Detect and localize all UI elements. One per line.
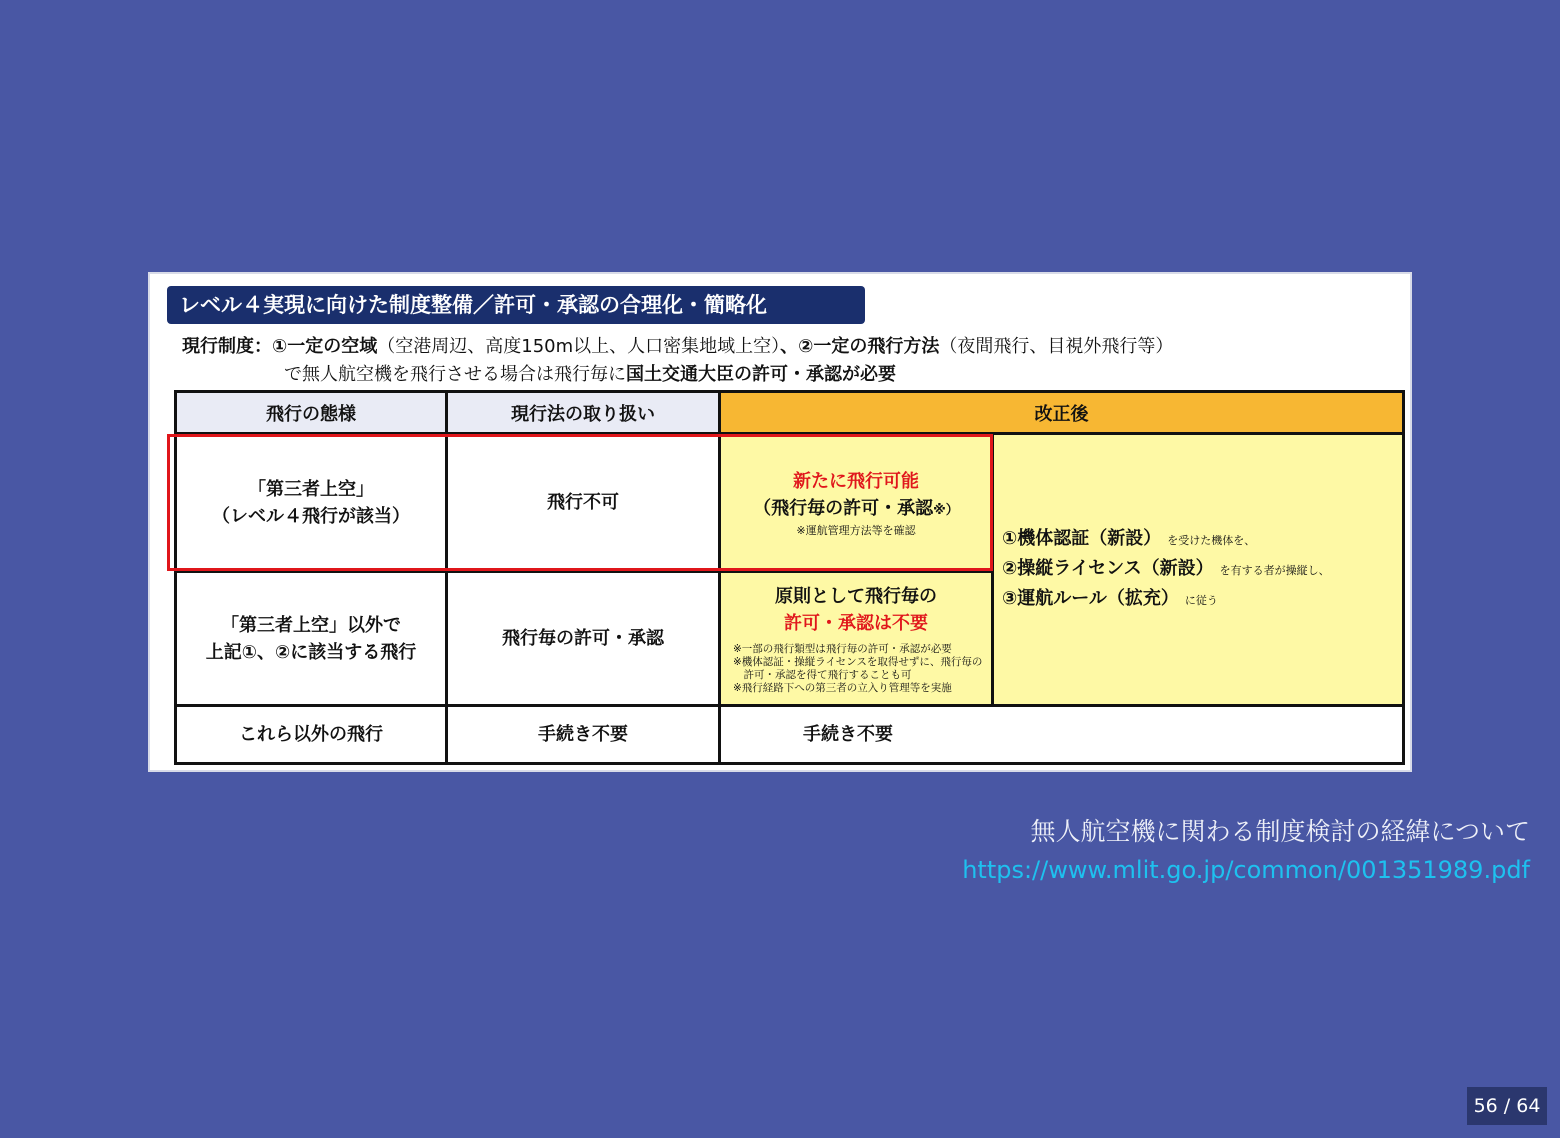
header-after-revision: 改正後: [720, 392, 1404, 434]
intro-cond2: ②一定の飛行方法: [798, 336, 940, 357]
post-condition-item: [1002, 555, 1402, 585]
page-counter: 56 / 64: [1467, 1087, 1547, 1125]
row3-current: 手続き不要: [447, 706, 720, 764]
row3-post: 手続き不要: [720, 706, 1404, 764]
post-condition-item: [1002, 525, 1402, 555]
row1-post-mark: ※）: [933, 502, 959, 518]
row2-post-line1: 原則として飛行毎の: [775, 585, 937, 607]
table-row: [176, 706, 1404, 764]
row2-mode-line1: 「第三者上空」以外で: [221, 614, 401, 636]
note-item: ※一部の飛行類型は飛行毎の許可・承認が必要: [733, 642, 952, 655]
post-condition-bold: ②操縦ライセンス（新設）: [1002, 557, 1214, 579]
header-current-law: 現行法の取り扱い: [447, 392, 720, 434]
post-condition-bold: ③運航ルール（拡充）: [1002, 587, 1179, 609]
intro-line-1: [182, 332, 1173, 358]
table-header-row: [176, 392, 1404, 434]
regulation-figure: [148, 272, 1412, 772]
intro-line2-prefix: で無人航空機を飛行させる場合は飛行毎に: [284, 364, 626, 385]
note-item: ※飛行経路下への第三者の立入り管理等を実施: [733, 681, 952, 694]
header-flight-mode: 飛行の態様: [176, 392, 447, 434]
row2-post-red: 許可・承認は不要: [784, 612, 928, 634]
note-item: ※機体認証・操縦ライセンスを取得せずに、飛行毎の: [733, 655, 983, 668]
intro-label: 現行制度：: [182, 336, 272, 357]
table-row: [176, 434, 1404, 572]
row2-notes: [721, 643, 991, 695]
row1-post: [720, 434, 993, 572]
post-condition-tail: に従う: [1184, 593, 1218, 607]
row2-mode: [176, 572, 447, 706]
row1-mode-line2: （レベル４飛行が該当）: [212, 505, 410, 527]
row1-mode-line1: 「第三者上空」: [248, 478, 374, 500]
intro-cond1-detail: （空港周辺、高度150m以上、人口密集地域上空）: [377, 336, 781, 357]
row2-mode-line2: 上記①、②に該当する飛行: [205, 641, 417, 663]
post-conditions: [993, 434, 1404, 706]
intro-cond1: ①一定の空域: [272, 336, 378, 357]
post-condition-tail: を有する者が操縦し、: [1219, 563, 1330, 577]
row1-post-red: 新たに飛行可能: [793, 470, 919, 492]
note-item: 許可・承認を得て飛行することも可: [733, 668, 912, 681]
row1-post-main: [721, 495, 991, 524]
row3-mode: これら以外の飛行: [176, 706, 447, 764]
intro-cond2-detail: （夜間飛行、目視外飛行等）: [939, 336, 1174, 357]
row1-current: 飛行不可: [447, 434, 720, 572]
slide-caption: 無人航空機に関わる制度検討の経緯について: [1030, 817, 1530, 846]
rules-table: [174, 390, 1405, 765]
intro-line-2: [284, 360, 896, 386]
row2-current: 飛行毎の許可・承認: [447, 572, 720, 706]
source-link[interactable]: https://www.mlit.go.jp/common/001351989.pdf: [962, 856, 1530, 884]
row1-post-main-text: （飛行毎の許可・承認: [753, 497, 934, 519]
figure-title: レベル４実現に向けた制度整備／許可・承認の合理化・簡略化: [167, 286, 865, 324]
row2-post: [720, 572, 993, 706]
post-condition-tail: を受けた機体を、: [1167, 533, 1256, 547]
intro-line2-bold: 国土交通大臣の許可・承認が必要: [626, 364, 896, 385]
post-condition-bold: ①機体認証（新設）: [1002, 527, 1162, 549]
post-condition-item: [1002, 585, 1402, 615]
intro-sep: 、: [780, 336, 799, 357]
row1-mode: [176, 434, 447, 572]
row1-post-note: ※運航管理方法等を確認: [796, 523, 916, 537]
